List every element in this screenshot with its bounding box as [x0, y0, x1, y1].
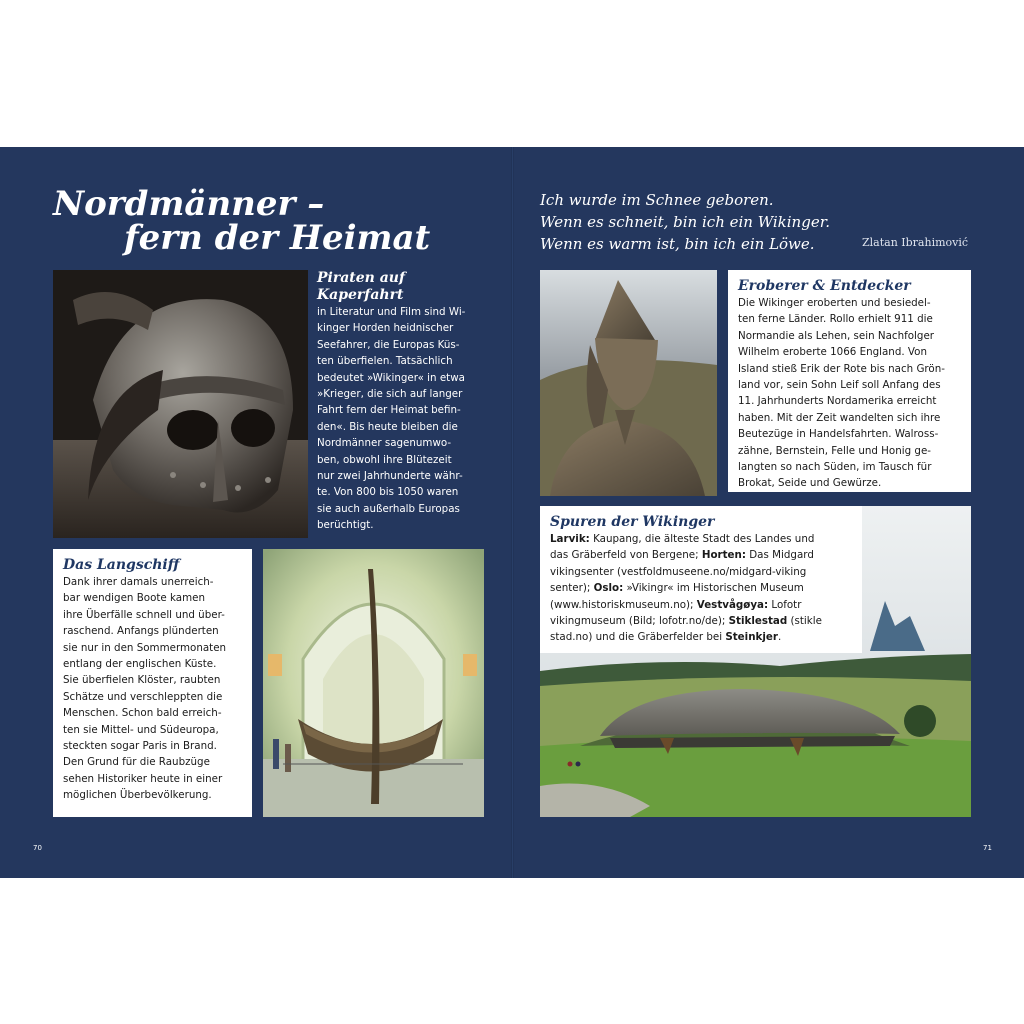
- langschiff-line: Schätze und verschleppten die: [63, 690, 223, 703]
- eroberer-line: zähne, Bernstein, Felle und Honig ge-: [738, 444, 932, 457]
- spuren-text: (stikle: [787, 615, 822, 628]
- langschiff-line: Sie überfielen Klöster, raubten: [63, 674, 221, 687]
- spuren-box: [540, 506, 862, 653]
- langschiff-line: möglichen Überbevölkerung.: [63, 789, 212, 802]
- spuren-line-7: [550, 629, 852, 645]
- quote-line: Wenn es warm ist, bin ich ein Löwe.: [540, 235, 815, 253]
- spuren-heading: Spuren der Wikinger: [550, 514, 715, 530]
- viking-helmet-photo: [53, 270, 308, 538]
- place-horten: Horten:: [701, 549, 746, 562]
- page-title-line1: Nordmänner –: [53, 184, 325, 224]
- spuren-line-6: [550, 613, 852, 629]
- piraten-line: in Literatur und Film sind Wi-: [317, 306, 466, 318]
- piraten-line: ten überfielen. Tatsächlich: [317, 355, 453, 368]
- spuren-text: stad.no) und die Gräberfelder bei: [550, 631, 726, 644]
- piraten-line: nur zwei Jahrhunderte währ-: [317, 470, 463, 483]
- piraten-line: Fahrt fern der Heimat befin-: [317, 404, 461, 417]
- piraten-line: Seefahrer, die Europas Küs-: [317, 338, 460, 351]
- spuren-text: (www.historiskmuseum.no);: [550, 598, 697, 611]
- piraten-heading-line1: Piraten auf: [317, 270, 405, 286]
- piraten-line: sie auch außerhalb Europas: [317, 502, 460, 515]
- viking-statue-photo: [540, 270, 717, 496]
- magazine-spread: [0, 147, 1024, 878]
- langschiff-box: [53, 549, 252, 817]
- spuren-line-4: [550, 580, 852, 596]
- eroberer-line: haben. Mit der Zeit wandelten sich ihre: [738, 411, 941, 424]
- eroberer-line: Normandie als Lehen, sein Nachfolger: [738, 329, 935, 342]
- quote-line: Ich wurde im Schnee geboren.: [540, 191, 774, 209]
- spuren-line-1: [550, 531, 852, 547]
- piraten-heading-line2: Kaperfahrt: [317, 287, 404, 303]
- eroberer-line: Brokat, Seide und Gewürze.: [738, 477, 882, 490]
- spuren-text: .: [777, 631, 782, 644]
- piraten-line: berüchtigt.: [317, 519, 374, 532]
- langschiff-line: Den Grund für die Raubzüge: [63, 756, 210, 769]
- place-larvik: Larvik:: [550, 533, 590, 545]
- spuren-text: vikingmuseum (Bild; lofotr.no/de);: [550, 615, 729, 628]
- spuren-text: Kaupang, die älteste Stadt des Landes und: [589, 533, 815, 545]
- eroberer-line: Die Wikinger eroberten und besiedel-: [738, 297, 931, 309]
- place-vestvagoya: Vestvågøya:: [696, 598, 769, 611]
- piraten-line: te. Von 800 bis 1050 waren: [317, 486, 459, 499]
- spuren-line-3: vikingsenter (vestfoldmuseene.no/midgard-viking: [550, 565, 807, 578]
- piraten-section: [317, 270, 487, 540]
- piraten-line: kinger Horden heidnischer: [317, 322, 454, 335]
- spuren-text: senter);: [550, 582, 594, 595]
- page-number-left: 70: [33, 844, 42, 852]
- langschiff-line: sehen Historiker heute in einer: [63, 772, 223, 785]
- eroberer-line: Beutezüge in Handelsfahrten. Walross-: [738, 428, 939, 441]
- eroberer-box: [728, 270, 971, 492]
- eroberer-line: ten ferne Länder. Rollo erhielt 911 die: [738, 313, 933, 326]
- eroberer-line: 11. Jahrhunderts Nordamerika erreicht: [738, 395, 937, 408]
- eroberer-line: land vor, sein Sohn Leif soll Anfang des: [738, 379, 941, 392]
- langschiff-line: entlang der englischen Küste.: [63, 658, 217, 671]
- quote: [540, 189, 830, 255]
- page-gutter: [511, 147, 514, 878]
- quote-line: Wenn es schneit, bin ich ein Wikinger.: [540, 213, 830, 231]
- quote-author: Zlatan Ibrahimović: [862, 236, 969, 249]
- eroberer-line: langten so nach Süden, im Tausch für: [738, 461, 932, 474]
- langschiff-line: ten sie Mittel- und Südeuropa,: [63, 723, 219, 736]
- langschiff-line: raschend. Anfangs plünderten: [63, 625, 219, 638]
- piraten-line: Nordmänner sagenumwo-: [317, 437, 452, 450]
- page-title-line2: fern der Heimat: [124, 218, 431, 258]
- place-steinkjer: Steinkjer: [725, 631, 778, 644]
- piraten-line: ben, obwohl ihre Blütezeit: [317, 453, 452, 466]
- spuren-line-2: [550, 547, 852, 563]
- spuren-text: Lofotr: [768, 598, 802, 611]
- page-number-right: 71: [983, 844, 992, 852]
- piraten-line: den«. Bis heute bleiben die: [317, 420, 458, 433]
- langschiff-line: sie nur in den Sommermonaten: [63, 641, 227, 654]
- eroberer-heading: Eroberer & Entdecker: [738, 278, 911, 294]
- langschiff-line: steckten sogar Paris in Brand.: [63, 740, 217, 753]
- langschiff-line: Dank ihrer damals unerreich-: [63, 576, 214, 588]
- piraten-line: bedeutet »Wikinger« in etwa: [317, 371, 465, 384]
- eroberer-line: Wilhelm eroberte 1066 England. Von: [738, 346, 927, 359]
- langschiff-line: bar wendigen Boote kamen: [63, 592, 205, 605]
- place-stiklestad: Stiklestad: [728, 615, 788, 628]
- longship-museum-photo: [263, 549, 484, 817]
- langschiff-line: ihre Überfälle schnell und über-: [63, 608, 225, 621]
- piraten-line: »Krieger, die sich auf langer: [317, 388, 463, 401]
- spuren-text: das Gräberfeld von Bergene;: [550, 549, 702, 562]
- place-oslo: Oslo:: [593, 582, 624, 595]
- langschiff-line: Menschen. Schon bald erreich-: [63, 707, 222, 720]
- spuren-line-5: [550, 597, 852, 613]
- spuren-text: »Vikingr« im Historischen Museum: [623, 582, 804, 595]
- spuren-text: Das Midgard: [745, 549, 814, 562]
- eroberer-line: Island stieß Erik der Rote bis nach Grön-: [738, 362, 945, 375]
- langschiff-heading: Das Langschiff: [63, 557, 180, 573]
